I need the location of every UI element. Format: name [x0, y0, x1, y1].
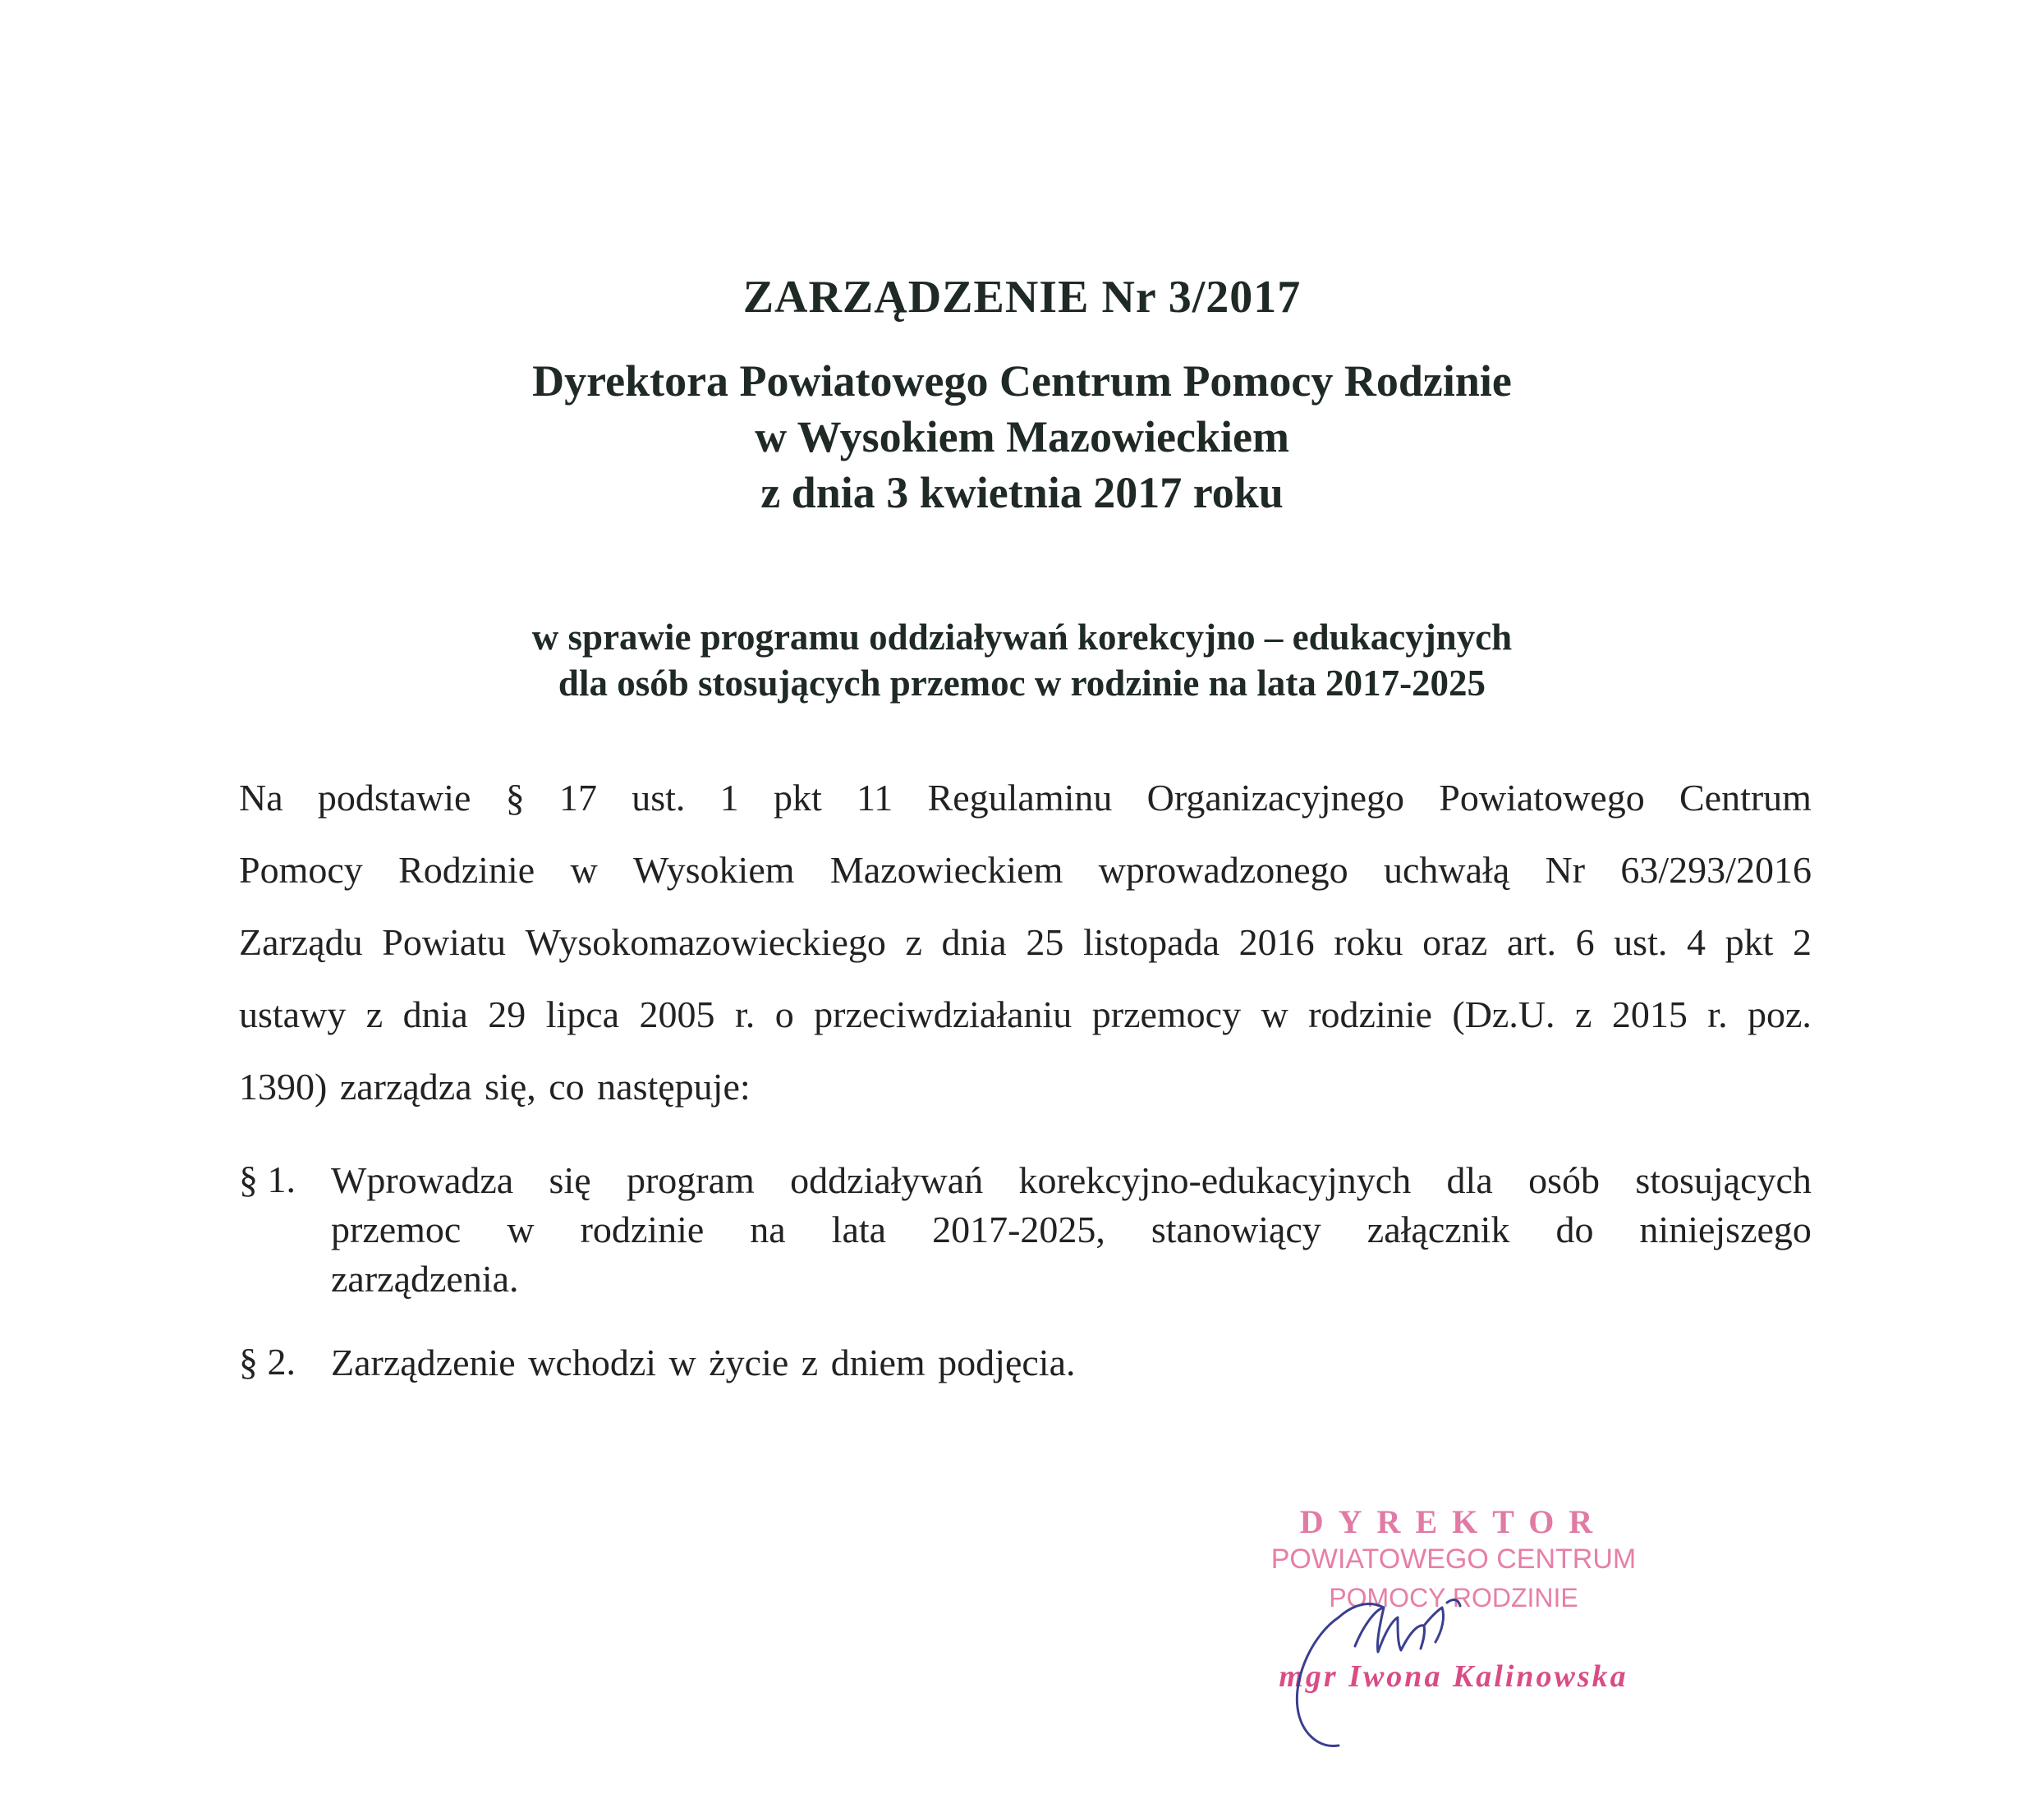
word: osób [1528, 1159, 1600, 1201]
word: r. [1707, 993, 1728, 1035]
word: przemoc [331, 1209, 462, 1250]
paragraph-line [331, 1158, 1812, 1207]
word: Mazowieckiem [829, 849, 1063, 891]
word: Pomocy [239, 849, 363, 891]
word: 2015 [1611, 993, 1688, 1035]
word: Nr [1545, 849, 1586, 891]
word: Powiatowego [1439, 777, 1645, 819]
word: Na [239, 777, 283, 819]
word: r. [734, 993, 756, 1035]
word: załącznik [1366, 1209, 1510, 1250]
issuer-line: Dyrektora Powiatowego Centrum Pomocy Rodzinie [532, 356, 1512, 406]
word: § [505, 777, 525, 819]
word: Rodzinie [398, 849, 535, 891]
word: poz. [1748, 993, 1812, 1035]
word: Powiatu [382, 921, 507, 963]
issue-date: z dnia 3 kwietnia 2017 roku [760, 468, 1284, 517]
paragraph-number: § 1. [239, 1158, 296, 1200]
word: 1 [719, 777, 739, 819]
preamble-line [239, 992, 1812, 1064]
word: Wysokomazowieckiego [525, 921, 886, 963]
word: z [905, 921, 922, 963]
word: w [507, 1209, 535, 1250]
word: 17 [558, 777, 597, 819]
preamble-line: 1390) zarządza się, co następuje: [239, 1066, 751, 1108]
word: na [750, 1209, 786, 1250]
word: rodzinie [1308, 993, 1432, 1035]
legal-basis-paragraph [239, 775, 1812, 1136]
word: 63/293/2016 [1620, 849, 1812, 891]
word: uchwałą [1383, 849, 1510, 891]
word: Wysokiem [632, 849, 795, 891]
preamble-line [239, 847, 1812, 920]
word: ust. [632, 777, 686, 819]
word: rodzinie [580, 1209, 705, 1250]
word: przeciwdziałaniu [814, 993, 1073, 1035]
word: Regulaminu [927, 777, 1113, 819]
word: do [1555, 1209, 1594, 1250]
word: Centrum [1679, 777, 1812, 819]
word: w [1261, 993, 1288, 1035]
paragraph-body [331, 1158, 1812, 1305]
word: w [570, 849, 598, 891]
word: dnia [941, 921, 1007, 963]
word: z [365, 993, 384, 1035]
word: 2017-2025, [932, 1209, 1105, 1250]
issuer-block [0, 353, 2044, 521]
word: wprowadzonego [1098, 849, 1348, 891]
subject-line: dla osób stosujących przemoc w rodzinie na lata 2017-2025 [558, 663, 1486, 704]
stamp-name: mgr Iwona Kalinowska [1279, 1659, 1628, 1694]
word: 2016 [1238, 921, 1315, 963]
word: dnia [402, 993, 468, 1035]
word: Wprowadza [331, 1159, 514, 1201]
handwritten-signature [1215, 1502, 1692, 1765]
stamp-title: DYREKTOR [1299, 1503, 1608, 1540]
word: Zarządu [239, 921, 363, 963]
word: oddziaływań [790, 1159, 984, 1201]
word: lata [831, 1209, 887, 1250]
paragraph-line: Zarządzenie wchodzi w życie z dniem podjęcia. [331, 1342, 1076, 1383]
word: niniejszego [1639, 1209, 1812, 1250]
word: 29 [488, 993, 526, 1035]
preamble-line [239, 920, 1812, 992]
document-title: ZARZĄDZENIE Nr 3/2017 [742, 272, 1302, 323]
word: 6 [1575, 921, 1595, 963]
word: 25 [1026, 921, 1064, 963]
word: oraz [1422, 921, 1488, 963]
word: z [1575, 993, 1592, 1035]
paragraph-line: zarządzenia. [331, 1258, 519, 1300]
word: stosujących [1635, 1159, 1812, 1201]
word: ustawy [239, 993, 347, 1035]
subject-line: w sprawie programu oddziaływań korekcyjno – edukacyjnych [531, 617, 1513, 658]
word: roku [1334, 921, 1403, 963]
word: Organizacyjnego [1146, 777, 1405, 819]
word: podstawie [317, 777, 471, 819]
word: listopada [1082, 921, 1220, 963]
paragraph-number: § 2. [239, 1341, 296, 1383]
paragraph-2 [239, 1340, 1812, 1389]
word: 11 [856, 777, 893, 819]
stamp-institution: POWIATOWEGO CENTRUM [1270, 1544, 1637, 1575]
word: 4 [1686, 921, 1706, 963]
word: lipca [545, 993, 620, 1035]
paragraph-line [331, 1207, 1812, 1256]
word: przemocy [1091, 993, 1242, 1035]
subject-block [0, 614, 2044, 706]
word: o [774, 993, 794, 1035]
word: stanowiący [1151, 1209, 1321, 1250]
paragraph-body [331, 1340, 1812, 1389]
word: się [549, 1159, 591, 1201]
word: 2005 [639, 993, 715, 1035]
stamp-institution: POMOCY RODZINIE [1329, 1583, 1578, 1612]
word: korekcyjno-edukacyjnych [1018, 1159, 1412, 1201]
word: art. [1506, 921, 1556, 963]
word: 2 [1792, 921, 1812, 963]
word: dla [1446, 1159, 1493, 1201]
word: pkt [773, 777, 822, 819]
paragraph-1 [239, 1158, 1812, 1305]
word: (Dz.U. [1452, 993, 1555, 1035]
issuer-line: w Wysokiem Mazowieckiem [755, 412, 1289, 461]
word: pkt [1725, 921, 1774, 963]
director-stamp [1215, 1502, 1692, 1765]
word: program [626, 1159, 755, 1201]
preamble-line [239, 775, 1812, 847]
word: ust. [1614, 921, 1668, 963]
